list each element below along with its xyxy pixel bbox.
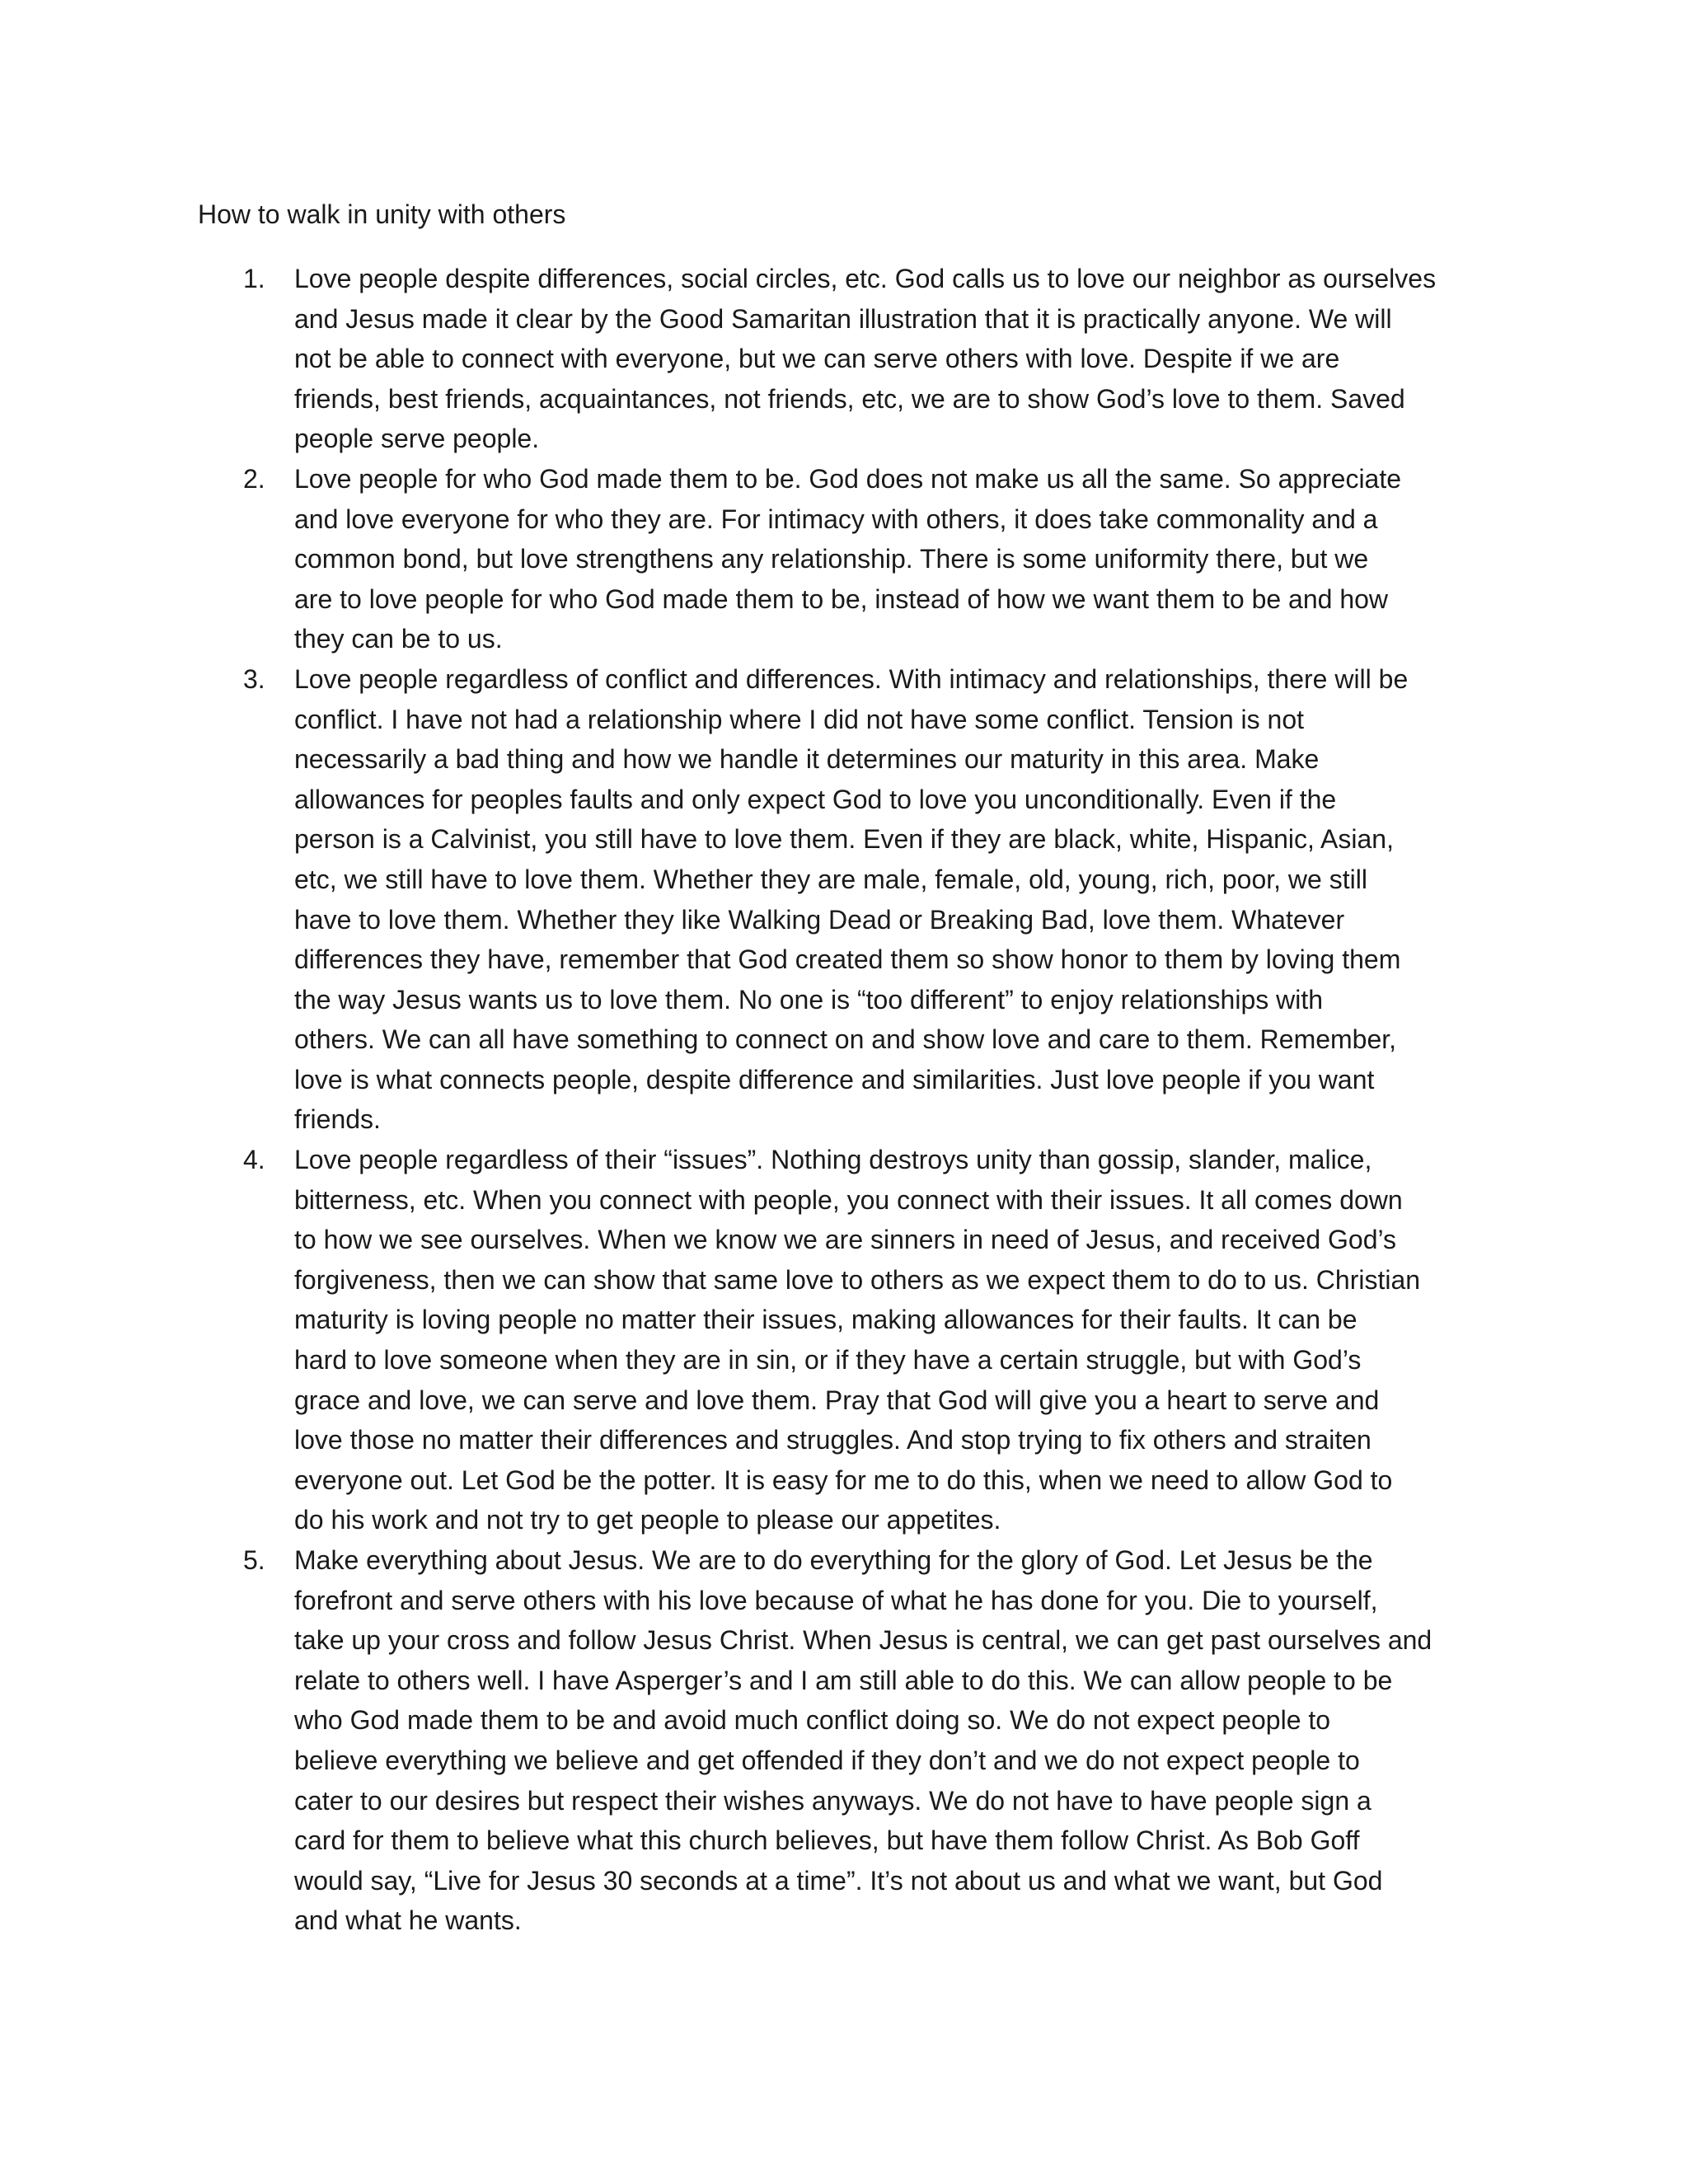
list-item-text-line: conflict. I have not had a relationship where I did not have some conflict. Tension is not <box>294 704 1305 734</box>
list-item-text-line: Love people despite differences, social circles, etc. God calls us to love our neighbor as ourselves <box>294 264 1437 293</box>
list-item-text-line: they can be to us. <box>294 624 503 654</box>
list-item <box>243 259 1488 459</box>
list-item-text-line: hard to love someone when they are in sin, or if they have a certain struggle, but with God’s <box>294 1345 1362 1376</box>
list-item-first-line <box>243 459 1488 499</box>
list-item-number: 2. <box>243 463 265 494</box>
list-item-text-line: love those no matter their differences and struggles. And stop trying to fix others and straiten <box>294 1425 1372 1455</box>
list-item-text-line: Love people for who God made them to be. God does not make us all the same. So appreciate <box>294 463 1402 494</box>
list-item <box>243 1140 1488 1540</box>
list-item-text-line: friends. <box>294 1104 381 1135</box>
list-item-text-line: the way Jesus wants us to love them. No one is “too different” to enjoy relationships with <box>294 984 1324 1015</box>
list-item-text-line: do his work and not try to get people to please our appetites. <box>294 1505 1001 1535</box>
list-item-text-line: to how we see ourselves. When we know we are sinners in need of Jesus, and received God’s <box>294 1225 1397 1255</box>
list-item-text-line: common bond, but love strengthens any relationship. There is some uniformity there, but we <box>294 544 1369 574</box>
list-item-text-line: friends, best friends, acquaintances, not friends, etc, we are to show God’s love to them. Saved <box>294 383 1405 414</box>
list-item-text-line: forefront and serve others with his love because of what he has done for you. Die to yourself, <box>294 1585 1378 1615</box>
list-item-first-line <box>243 1540 1488 1581</box>
list-item-text-line: Make everything about Jesus. We are to do everything for the glory of God. Let Jesus be the <box>294 1545 1373 1575</box>
list-item-text-line: believe everything we believe and get offended if they don’t and we do not expect people to <box>294 1745 1360 1775</box>
list-item-text-line: take up your cross and follow Jesus Christ. When Jesus is central, we can get past ourselves and <box>294 1625 1432 1656</box>
list-item-text-line: Love people regardless of their “issues”. Nothing destroys unity than gossip, slander, malice, <box>294 1145 1372 1175</box>
list-item-first-line <box>243 659 1488 700</box>
list-item-text-line: etc, we still have to love them. Whether they are male, female, old, young, rich, poor, we still <box>294 864 1367 894</box>
list-item-text-line: are to love people for who God made them to be, instead of how we want them to be and how <box>294 583 1389 614</box>
list-item-text-line: person is a Calvinist, you still have to love them. Even if they are black, white, Hispanic, Asian, <box>294 824 1394 855</box>
list-item-number: 3. <box>243 663 265 694</box>
list-item-text-line: and Jesus made it clear by the Good Samaritan illustration that it is practically anyone. We will <box>294 303 1392 334</box>
list-item <box>243 459 1488 659</box>
list-item-text-line: cater to our desires but respect their wishes anyways. We do not have to have people sign a <box>294 1785 1372 1816</box>
document-title: How to walk in unity with others <box>198 199 566 229</box>
list-item-text-line: grace and love, we can serve and love them. Pray that God will give you a heart to serve and <box>294 1385 1380 1415</box>
list-item-first-line <box>243 259 1488 299</box>
list-item-text-line: not be able to connect with everyone, but we can serve others with love. Despite if we are <box>294 344 1340 374</box>
list-item-text-line: have to love them. Whether they like Walking Dead or Breaking Bad, love them. Whatever <box>294 904 1345 935</box>
list-item <box>243 659 1488 1140</box>
list-item-text-line: relate to others well. I have Asperger’s and I am still able to do this. We can allow people to be <box>294 1665 1393 1695</box>
list-item-number: 1. <box>243 264 265 293</box>
list-item-text-line: would say, “Live for Jesus 30 seconds at a time”. It’s not about us and what we want, but God <box>294 1865 1383 1896</box>
list-item-text-line: forgiveness, then we can show that same love to others as we expect them to do to us. Christian <box>294 1264 1421 1295</box>
list-item-text-line: maturity is loving people no matter their issues, making allowances for their faults. It can be <box>294 1305 1357 1335</box>
list-item-text-line: bitterness, etc. When you connect with people, you connect with their issues. It all comes down <box>294 1184 1403 1215</box>
list-item-first-line <box>243 1140 1488 1180</box>
list-item-text-line: differences they have, remember that God created them so show honor to them by loving them <box>294 944 1401 975</box>
list-item-text-line: people serve people. <box>294 424 540 454</box>
list-item-text-line: allowances for peoples faults and only expect God to love you unconditionally. Even if the <box>294 784 1337 814</box>
list-item-text-line: necessarily a bad thing and how we handle it determines our maturity in this area. Make <box>294 744 1320 775</box>
list-item <box>243 1540 1488 1941</box>
list-item-text-line: everyone out. Let God be the potter. It is easy for me to do this, when we need to allow God to <box>294 1465 1393 1495</box>
list-item-text-line: Love people regardless of conflict and differences. With intimacy and relationships, there will be <box>294 663 1409 694</box>
list-item-text-line: card for them to believe what this church believes, but have them follow Christ. As Bob Goff <box>294 1825 1360 1856</box>
list-item-number: 5. <box>243 1545 265 1575</box>
list-item-text-line: and love everyone for who they are. For intimacy with others, it does take commonality and a <box>294 504 1378 534</box>
list-item-text-line: love is what connects people, despite difference and similarities. Just love people if you want <box>294 1064 1375 1094</box>
numbered-list <box>243 259 1488 1941</box>
list-item-text-line: who God made them to be and avoid much conflict doing so. We do not expect people to <box>294 1705 1331 1736</box>
list-item-text-line: others. We can all have something to connect on and show love and care to them. Remember, <box>294 1024 1397 1055</box>
list-item-text-line: and what he wants. <box>294 1905 522 1936</box>
list-item-number: 4. <box>243 1145 265 1175</box>
